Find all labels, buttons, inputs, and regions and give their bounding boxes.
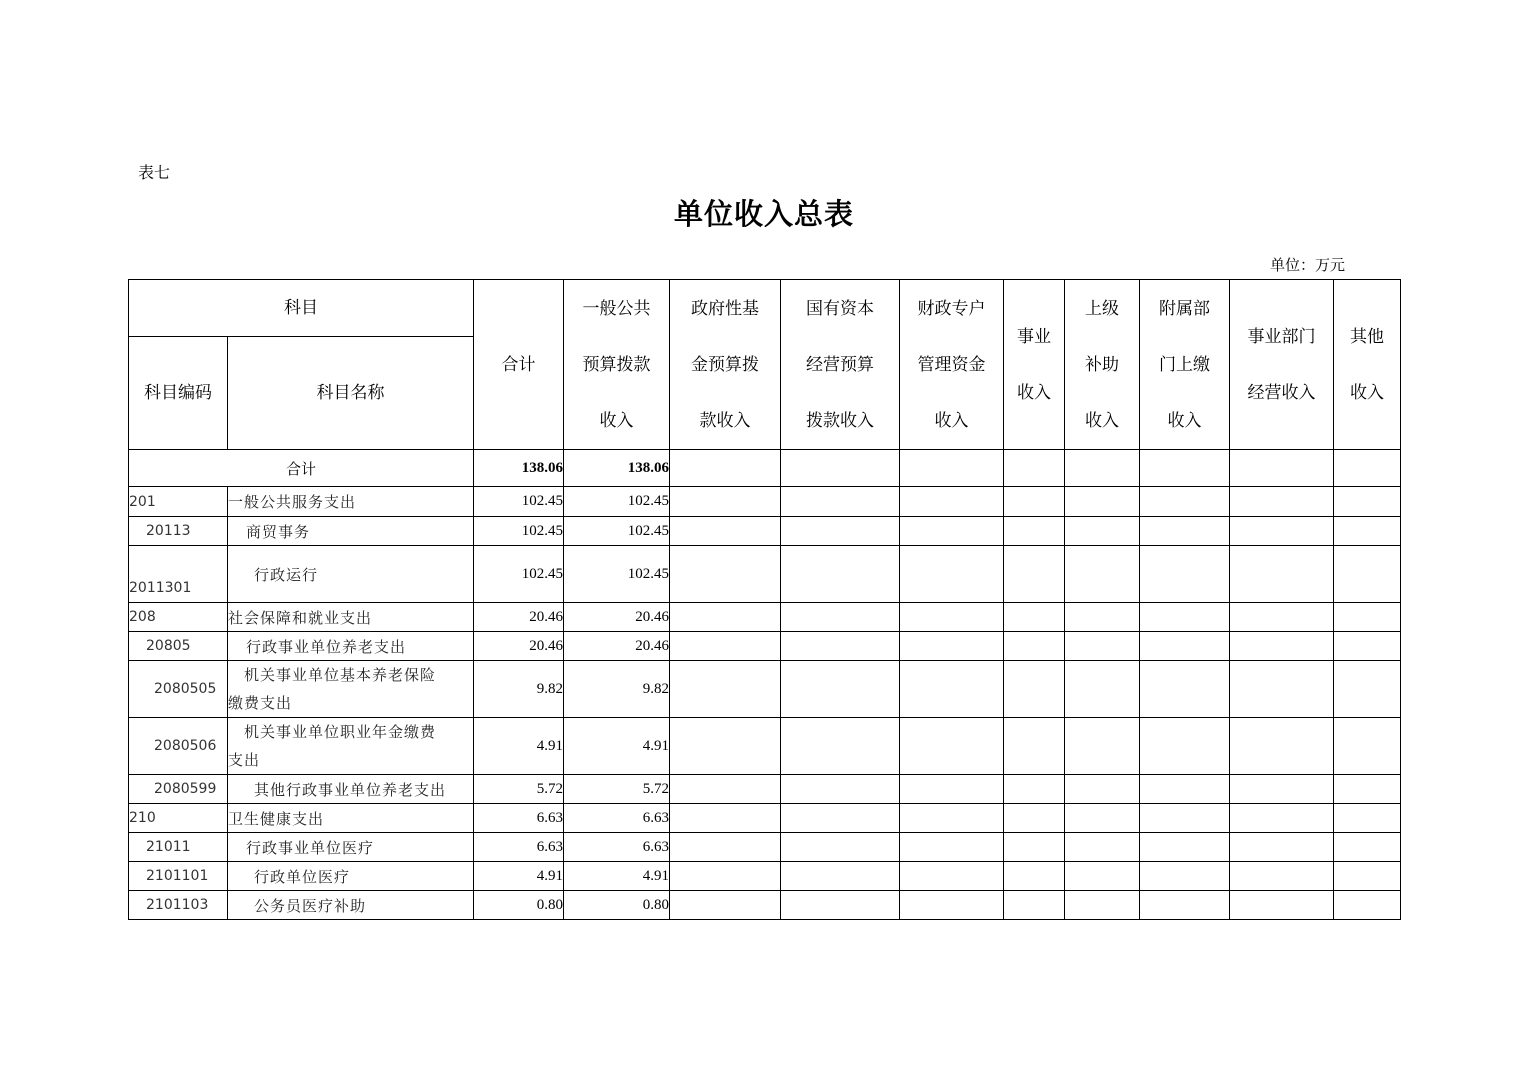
row-general-public: 102.45 [564,487,670,517]
header-subject: 科目 [129,280,474,337]
row-code: 20805 [129,632,228,661]
header-superior-l2: 补助 [1085,354,1119,375]
row-total: 102.45 [474,487,564,517]
total-row-label: 合计 [129,450,474,487]
row-total: 9.82 [474,661,564,718]
row-name-line2: 缴费支出 [228,694,293,712]
header-superior [1065,280,1140,450]
header-fiscal-special-l3: 收入 [934,410,969,431]
row-total: 102.45 [474,517,564,546]
header-fiscal-special-l2: 管理资金 [917,354,986,375]
header-other [1334,280,1401,450]
row-name: 行政事业单位医疗 [228,833,474,862]
row-total: 6.63 [474,833,564,862]
row-total: 6.63 [474,804,564,833]
header-gov-fund-l2: 金预算拨 [691,354,759,375]
row-name: 行政单位医疗 [228,862,474,891]
row-code: 21011 [129,833,228,862]
row-general-public: 9.82 [564,661,670,718]
row-code: 2080599 [129,775,228,804]
total-row-total: 138.06 [474,450,564,487]
header-gov-fund-l3: 款收入 [699,410,751,431]
header-other-l2: 收入 [1350,382,1384,403]
row-code: 2011301 [129,546,228,603]
header-state-capital-l1: 国有资本 [806,298,874,319]
header-career [1004,280,1065,450]
row-name [228,718,474,775]
header-affiliated-l3: 收入 [1167,410,1202,431]
header-dept-ops-l1: 事业部门 [1247,326,1316,347]
row-total: 102.45 [474,546,564,603]
page-title: 单位收入总表 [673,197,854,231]
row-name: 社会保障和就业支出 [228,603,474,632]
table-row [129,862,1401,891]
header-affiliated-l1: 附属部 [1159,298,1210,319]
row-total: 4.91 [474,862,564,891]
header-state-capital-l2: 经营预算 [806,354,874,375]
income-summary-table [128,279,1401,920]
row-name: 卫生健康支出 [228,804,474,833]
row-general-public: 6.63 [564,804,670,833]
header-affiliated [1140,280,1230,450]
header-row-1 [129,280,1401,337]
row-general-public: 6.63 [564,833,670,862]
header-subject-code: 科目编码 [129,337,228,450]
table-row [129,661,1401,718]
header-general-public [564,280,670,450]
header-state-capital [781,280,900,450]
row-general-public: 4.91 [564,862,670,891]
row-general-public: 5.72 [564,775,670,804]
header-gov-fund [670,280,781,450]
row-general-public: 0.80 [564,891,670,920]
header-subject-name: 科目名称 [228,337,474,450]
row-code: 2101101 [129,862,228,891]
header-other-l1: 其他 [1350,326,1384,347]
row-code: 2080506 [129,718,228,775]
row-name-line1: 机关事业单位基本养老保险 [244,666,437,684]
row-general-public: 20.46 [564,632,670,661]
row-general-public: 4.91 [564,718,670,775]
header-career-l1: 事业 [1017,326,1051,347]
row-name-line2: 支出 [228,751,261,769]
header-affiliated-l2: 门上缴 [1159,354,1210,375]
table-row [129,517,1401,546]
total-row-general-public: 138.06 [564,450,670,487]
header-superior-l3: 收入 [1085,410,1119,431]
row-code: 20113 [129,517,228,546]
row-name: 行政事业单位养老支出 [228,632,474,661]
row-general-public: 102.45 [564,546,670,603]
header-dept-ops-l2: 经营收入 [1247,382,1316,403]
header-fiscal-special [900,280,1004,450]
row-name: 其他行政事业单位养老支出 [228,775,474,804]
row-total: 5.72 [474,775,564,804]
row-code: 201 [129,487,228,517]
table-row [129,775,1401,804]
header-superior-l1: 上级 [1085,298,1119,319]
table-row [129,891,1401,920]
row-name-line1: 机关事业单位职业年金缴费 [244,723,437,741]
row-code: 2080505 [129,661,228,718]
row-name: 行政运行 [228,546,474,603]
row-name: 一般公共服务支出 [228,487,474,517]
row-general-public: 20.46 [564,603,670,632]
row-name: 公务员医疗补助 [228,891,474,920]
total-row [129,450,1401,487]
header-general-public-l2: 预算拨款 [582,354,651,375]
table-row [129,603,1401,632]
row-code: 208 [129,603,228,632]
table-row [129,632,1401,661]
header-general-public-l3: 收入 [599,410,634,431]
table-row [129,546,1401,603]
header-dept-ops [1230,280,1334,450]
table-row [129,487,1401,517]
table-label: 表七 [138,163,171,182]
row-name [228,661,474,718]
row-total: 0.80 [474,891,564,920]
table-row [129,833,1401,862]
table-row [129,718,1401,775]
unit-label: 单位：万元 [1270,256,1346,274]
table-row [129,804,1401,833]
header-gov-fund-l1: 政府性基 [691,298,759,319]
row-name: 商贸事务 [228,517,474,546]
header-total: 合计 [474,280,564,450]
row-code: 210 [129,804,228,833]
header-state-capital-l3: 拨款收入 [806,410,874,431]
header-fiscal-special-l1: 财政专户 [917,298,986,319]
row-total: 20.46 [474,603,564,632]
header-general-public-l1: 一般公共 [582,298,651,319]
row-total: 4.91 [474,718,564,775]
row-total: 20.46 [474,632,564,661]
header-career-l2: 收入 [1017,382,1051,403]
row-general-public: 102.45 [564,517,670,546]
row-code: 2101103 [129,891,228,920]
